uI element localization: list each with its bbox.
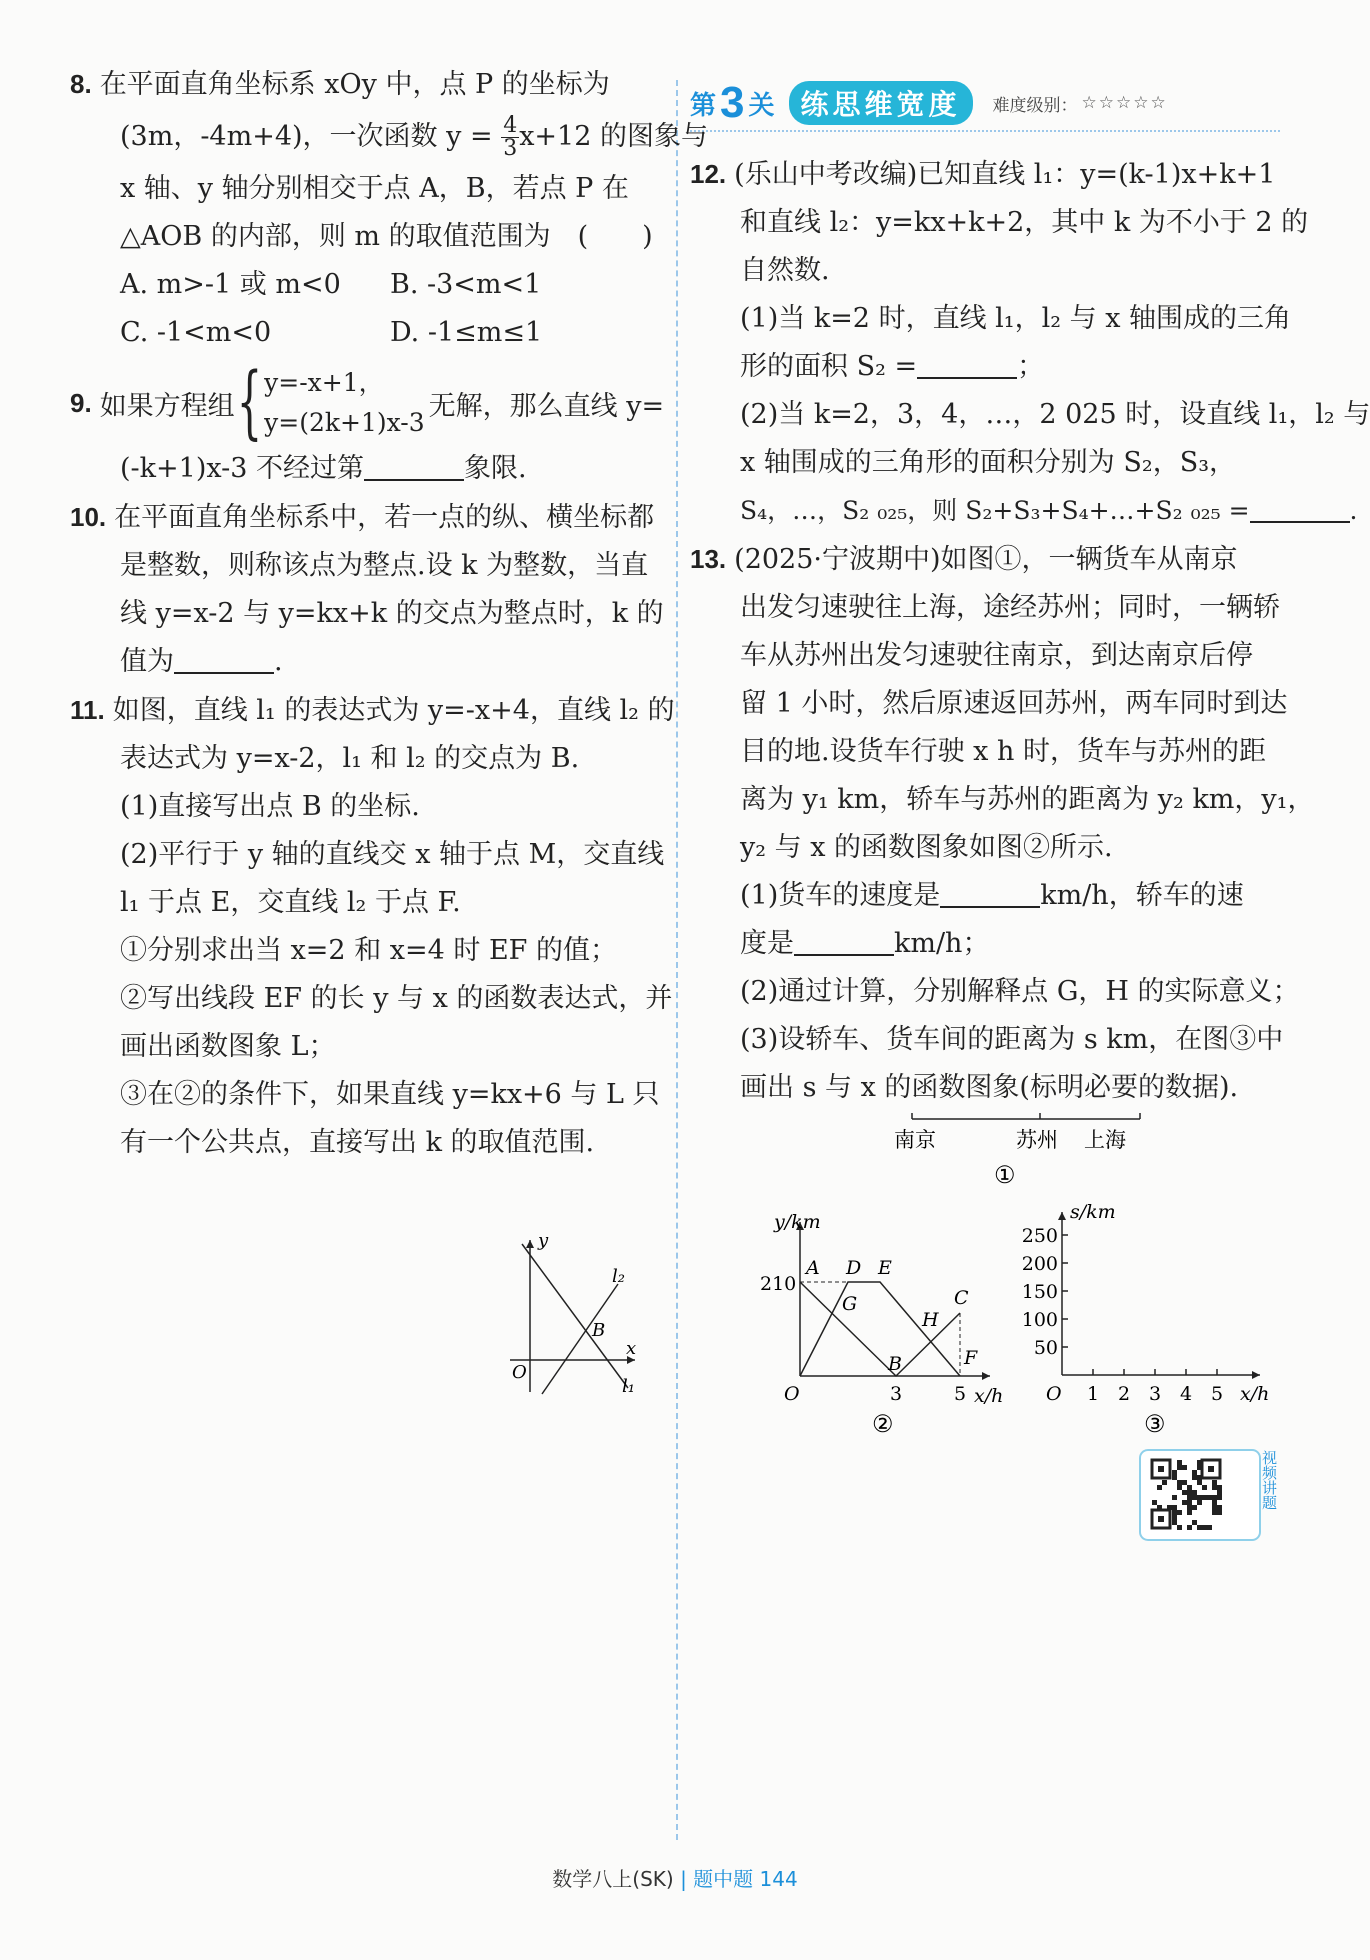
q12-line1: (乐山中考改编)已知直线 l₁：y=(k-1)x+k+1 (734, 159, 1276, 190)
q9-line2b: 象限. (464, 453, 527, 484)
label-suzhou: 苏州 (1016, 1128, 1058, 1152)
q10-line4a: 值为 (120, 646, 174, 677)
q12-line6: (2)当 k=2，3，4，…，2 025 时，设直线 l₁，l₂ 与 (740, 399, 1370, 430)
fraction-4-3 (501, 115, 519, 160)
question-number: 11. (70, 695, 105, 725)
q8-options-row1 (70, 261, 660, 309)
q13-line12: 画出 s 与 x 的函数图象(标明必要的数据). (740, 1072, 1239, 1103)
q12-line8b: . (1349, 496, 1358, 525)
q13-line8b: km/h，轿车的速 (1040, 880, 1244, 911)
qr-code[interactable] (1140, 1450, 1260, 1540)
y-axis-label: s/km (1070, 1201, 1116, 1223)
q12-line7: x 轴围成的三角形的面积分别为 S₂，S₃， (740, 447, 1237, 478)
x-tick-label: 3 (1148, 1383, 1162, 1405)
q11-line3: (1)直接写出点 B 的坐标. (120, 791, 420, 822)
q13-line4: 留 1 小时，然后原速返回苏州，两车同时到达 (740, 688, 1288, 719)
footer-sep: | (680, 1867, 687, 1891)
x-tick-label: 2 (1117, 1383, 1131, 1405)
y-tick-label: 200 (1021, 1253, 1058, 1275)
equation-2: y=(2k+1)x-3 (264, 408, 425, 437)
header-divider (690, 130, 1280, 132)
fig-label-x: x (626, 1338, 637, 1359)
q13-line11: (3)设轿车、货车间的距离为 s km，在图③中 (740, 1024, 1284, 1055)
y-tick-label: 250 (1021, 1225, 1058, 1247)
q13-line9b: km/h； (894, 928, 990, 959)
q10-line1: 在平面直角坐标系中，若一点的纵、横坐标都 (114, 502, 655, 533)
question-number: 8. (70, 69, 92, 99)
question-11 (70, 686, 675, 1167)
figure-1-label: ① (994, 1161, 1016, 1189)
fig-label-b: B (592, 1320, 606, 1341)
question-10 (70, 493, 664, 686)
x-tick-label: 4 (1179, 1383, 1193, 1405)
question-number: 9. (70, 387, 92, 418)
fig-label-l2: l₂ (612, 1266, 625, 1287)
q11-line10: 有一个公共点，直接写出 k 的取值范围. (120, 1127, 595, 1158)
label-shanghai: 上海 (1084, 1128, 1126, 1152)
point-e: E (878, 1257, 892, 1279)
q12-line3: 自然数. (740, 255, 830, 286)
question-12 (690, 150, 1370, 535)
answer-blank[interactable] (1250, 491, 1350, 523)
figure-2-label: ② (872, 1410, 894, 1438)
q12-line5a: 形的面积 S₂ = (740, 351, 918, 382)
q11-line5: l₁ 于点 E，交直线 l₂ 于点 F. (120, 887, 461, 918)
figure-3-label: ③ (1144, 1410, 1166, 1438)
point-g: G (842, 1293, 858, 1315)
header-title: 练思维宽度 (789, 81, 973, 125)
q8-line3: x 轴、y 轴分别相交于点 A，B，若点 P 在 (120, 173, 629, 204)
point-f: F (964, 1347, 978, 1369)
question-13 (690, 535, 1315, 1112)
x-tick-3: 3 (890, 1383, 903, 1405)
footer-page: 题中题 144 (693, 1867, 798, 1891)
x-tick-label: 5 (1210, 1383, 1224, 1405)
q8-options-row2 (70, 309, 660, 357)
header-number: 3 (720, 78, 745, 127)
answer-blank[interactable] (940, 876, 1040, 908)
video-lesson-label[interactable]: 视频讲题 (1260, 1450, 1278, 1510)
q11-line4: (2)平行于 y 轴的直线交 x 轴于点 M，交直线 (120, 839, 665, 870)
point-c: C (954, 1287, 969, 1309)
right-column (690, 150, 1370, 1112)
point-d: D (846, 1257, 862, 1279)
question-number: 12. (690, 159, 727, 189)
q9-lead: 如果方程组 (99, 390, 235, 422)
y-tick-210: 210 (760, 1273, 797, 1295)
q10-line2: 是整数，则称该点为整点.设 k 为整数，当直 (120, 550, 649, 581)
column-divider (676, 80, 678, 1840)
q9-tail: 无解，那么直线 y= (428, 390, 665, 422)
q11-line1: 如图，直线 l₁ 的表达式为 y=-x+4，直线 l₂ 的 (112, 695, 675, 726)
q8-line2b: x+12 的图象与 (519, 121, 708, 152)
q11-figure (500, 1232, 640, 1402)
answer-blank[interactable] (364, 449, 464, 481)
option-d: D. -1≤m≤1 (390, 317, 543, 348)
question-number: 10. (70, 502, 107, 532)
q13-line7: y₂ 与 x 的函数图象如图②所示. (740, 832, 1113, 863)
q8-line2a: (3m，-4m+4)，一次函数 y = (120, 121, 493, 152)
q13-line6: 离为 y₁ km，轿车与苏州的距离为 y₂ km，y₁， (740, 784, 1315, 815)
q12-line8a: S₄，…，S₂ ₀₂₅，则 S₂+S₃+S₄+…+S₂ ₀₂₅ = (740, 496, 1250, 525)
y-tick-label: 100 (1021, 1309, 1058, 1331)
left-column (70, 60, 708, 1397)
q13-line1: (2025·宁波期中)如图①，一辆货车从南京 (734, 544, 1238, 575)
origin-label: O (1046, 1383, 1062, 1405)
figure-3-blank-graph (1020, 1200, 1280, 1438)
point-h: H (922, 1309, 939, 1331)
q13-line3: 车从苏州出发匀速驶往南京，到达南京后停 (740, 640, 1253, 671)
fig-label-l1: l₁ (622, 1376, 635, 1397)
y-axis-arrow (526, 1240, 534, 1248)
x-tick-5: 5 (954, 1383, 967, 1405)
header-guan: 关 (748, 89, 775, 120)
x-axis-label: x/h (1240, 1383, 1270, 1405)
y-axis-label: y/km (774, 1211, 821, 1233)
option-b: B. -3<m<1 (390, 269, 542, 300)
q11-line6: ①分别求出当 x=2 和 x=4 时 EF 的值； (120, 935, 617, 966)
q13-line2: 出发匀速驶往上海，途经苏州；同时，一辆轿 (740, 592, 1280, 623)
y-ticks (1022, 1225, 1068, 1359)
equation-1: y=-x+1， (264, 368, 384, 397)
option-a: A. m>-1 或 m<0 (120, 269, 341, 300)
fig-label-o: O (512, 1362, 527, 1383)
header-di: 第 (690, 89, 717, 120)
brace: { (236, 357, 263, 449)
line-l2 (542, 1284, 618, 1394)
q10-line3: 线 y=x-2 与 y=kx+k 的交点为整点时，k 的 (120, 598, 664, 629)
question-8 (70, 60, 708, 357)
equation-system (264, 363, 425, 443)
q13-line8a: (1)货车的速度是 (740, 880, 941, 911)
q8-line1: 在平面直角坐标系 xOy 中，点 P 的坐标为 (99, 69, 610, 100)
q11-line9: ③在②的条件下，如果直线 y=kx+6 与 L 只 (120, 1079, 660, 1110)
q12-line2: 和直线 l₂：y=kx+k+2，其中 k 为不小于 2 的 (740, 207, 1309, 238)
section-header (690, 80, 1280, 126)
y-axis-arrow (1058, 1212, 1066, 1220)
q11-line2: 表达式为 y=x-2，l₁ 和 l₂ 的交点为 B. (120, 743, 580, 774)
x-tick-label: 1 (1086, 1383, 1100, 1405)
q13-line5: 目的地.设货车行驶 x h 时，货车与苏州的距 (740, 736, 1266, 767)
figure-1-route (890, 1105, 1170, 1195)
q11-line7: ②写出线段 EF 的长 y 与 x 的函数表达式，并 (120, 983, 673, 1014)
q13-line10: (2)通过计算，分别解释点 G，H 的实际意义； (740, 976, 1300, 1007)
q12-line5b: ； (1017, 351, 1045, 382)
answer-blank[interactable] (794, 924, 894, 956)
option-c: C. -1<m<0 (120, 317, 272, 348)
fig-label-y: y (538, 1230, 549, 1251)
q9-line2a: (-k+1)x-3 不经过第 (120, 453, 364, 484)
y-tick-label: 150 (1021, 1281, 1058, 1303)
origin-label: O (784, 1383, 800, 1405)
page-footer (0, 1863, 1350, 1892)
q8-line4: △AOB 的内部，则 m 的取值范围为 ( ) (120, 221, 653, 252)
difficulty-label: 难度级别： (992, 95, 1078, 116)
footer-book: 数学八上(SK) (552, 1867, 674, 1891)
q13-line9a: 度是 (740, 928, 794, 959)
q11-line8: 画出函数图象 L； (120, 1031, 336, 1062)
point-a: A (806, 1257, 820, 1279)
question-9 (70, 357, 665, 493)
x-axis-label: x/h (974, 1385, 1004, 1407)
fraction-denominator: 3 (503, 136, 518, 161)
answer-blank[interactable] (917, 347, 1017, 379)
question-number: 13. (690, 544, 727, 574)
q10-line4b: . (274, 646, 283, 677)
y-tick-label: 50 (1033, 1337, 1058, 1359)
fraction-numerator: 4 (503, 113, 518, 138)
point-b: B (888, 1353, 902, 1375)
label-nanjing: 南京 (894, 1128, 936, 1152)
difficulty-stars: ☆☆☆☆☆ (1081, 93, 1168, 113)
x-axis-arrow (1252, 1371, 1260, 1379)
q12-line4: (1)当 k=2 时，直线 l₁，l₂ 与 x 轴围成的三角 (740, 303, 1292, 334)
figure-2-graph (760, 1208, 1010, 1438)
answer-blank[interactable] (174, 642, 274, 674)
x-axis-arrow (982, 1372, 990, 1380)
